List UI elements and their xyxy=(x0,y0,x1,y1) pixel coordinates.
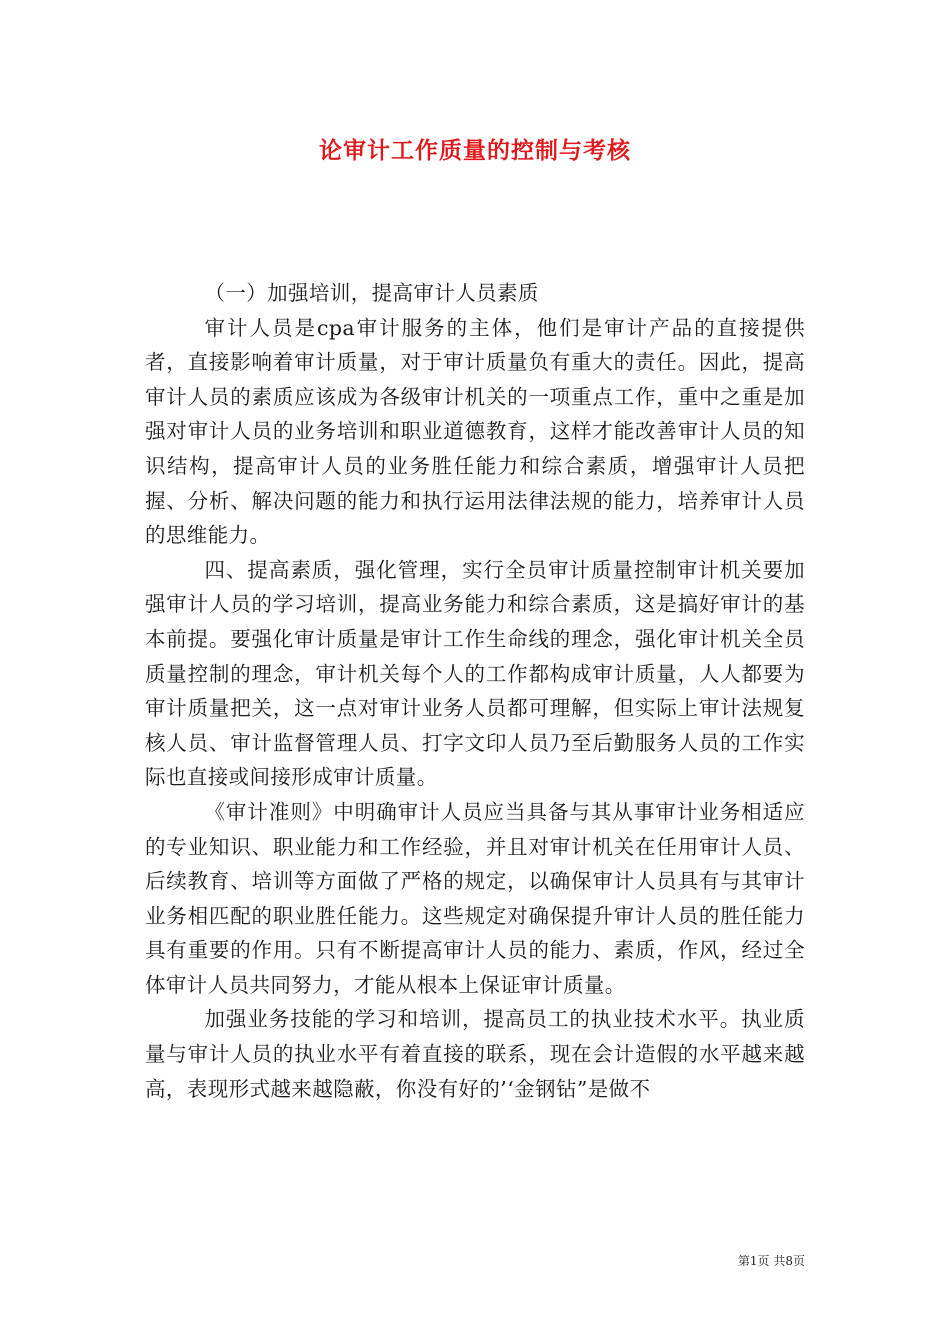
document-title: 论审计工作质量的控制与考核 xyxy=(319,137,631,164)
page-number-footer: 第1页 共8页 xyxy=(737,1254,805,1268)
paragraph: 加强业务技能的学习和培训，提高员工的执业技术水平。执业质量与审计人员的执业水平有着直接的联系，现在会计造假的水平越来越高，表现形式越来越隐蔽，你没有好的’‘金钢钻”是做不 xyxy=(145,1007,805,1101)
section-heading: （一）加强培训，提高审计人员素质 xyxy=(204,281,539,305)
document-body xyxy=(145,276,805,1106)
paragraph: 《审计准则》中明确审计人员应当具备与其从事审计业务相适应的专业知识、职业能力和工作经验，并且对审计机关在任用审计人员、后续教育、培训等方面做了严格的规定，以确保审计人员具有与其审计业务相匹配的职业胜任能力。这些规定对确保提升审计人员的胜任能力具有重要的作用。只有不断提高审计人员的能力、素质，作风，经过全体审计人员共同努力，才能从根本上保证审计质量。 xyxy=(145,799,805,997)
paragraph: 四、提高素质，强化管理，实行全员审计质量控制审计机关要加强审计人员的学习培训，提高业务能力和综合素质，这是搞好审计的基本前提。要强化审计质量是审计工作生命线的理念，强化审计机关全员质量控制的理念，审计机关每个人的工作都构成审计质量，人人都要为审计质量把关，这一点对审计业务人员都可理解，但实际上审计法规复核人员、审计监督管理人员、打字文印人员乃至后勤服务人员的工作实际也直接或间接形成审计质量。 xyxy=(145,557,805,790)
paragraph: 审计人员是cpa审计服务的主体，他们是审计产品的直接提供者，直接影响着审计质量，对于审计质量负有重大的责任。因此，提高审计人员的素质应该成为各级审计机关的一项重点工作，重中之重是加强对审计人员的业务培训和职业道德教育，这样才能改善审计人员的知识结构，提高审计人员的业务胜任能力和综合素质，增强审计人员把握、分析、解决问题的能力和执行运用法律法规的能力，培养审计人员的思维能力。 xyxy=(145,315,805,548)
